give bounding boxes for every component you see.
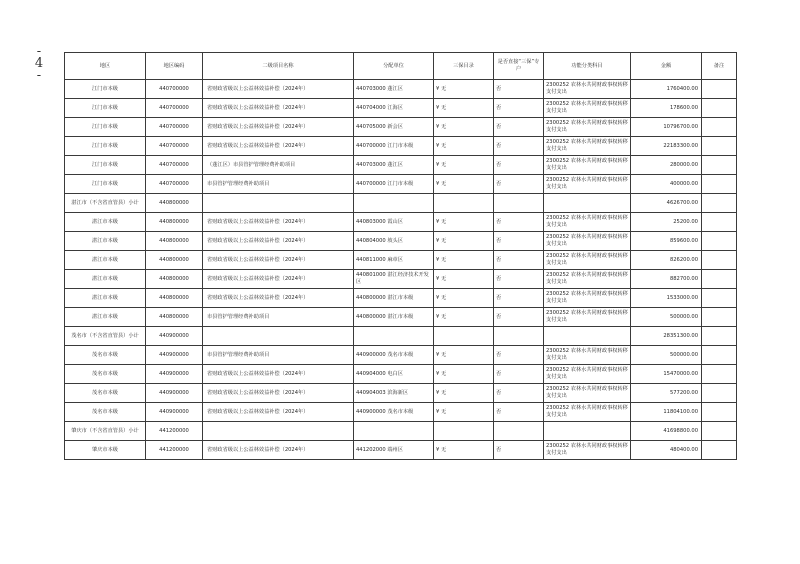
cell-region: 湛江市本级 bbox=[65, 308, 146, 327]
cell-code: 440700000 bbox=[146, 118, 203, 137]
cell-note bbox=[702, 118, 737, 137]
cell-func: 2300252 农林水共同财政事权转移支付支出 bbox=[544, 118, 631, 137]
cell-region: 湛江市（不含省直管县）小计 bbox=[65, 194, 146, 213]
cell-code: 440800000 bbox=[146, 232, 203, 251]
cell-three: ¥ 无 bbox=[434, 99, 494, 118]
cell-direct bbox=[494, 194, 544, 213]
cell-direct: 否 bbox=[494, 270, 544, 289]
cell-direct: 否 bbox=[494, 308, 544, 327]
table-row bbox=[65, 99, 737, 118]
cell-alloc: 440704000 江海区 bbox=[354, 99, 434, 118]
table-row bbox=[65, 194, 737, 213]
table-row bbox=[65, 137, 737, 156]
cell-code: 440800000 bbox=[146, 289, 203, 308]
cell-project: 市县管护管理经费补助项目 bbox=[203, 308, 354, 327]
cell-code: 440900000 bbox=[146, 327, 203, 346]
cell-amount: 10796700.00 bbox=[631, 118, 702, 137]
cell-alloc: 440703000 蓬江区 bbox=[354, 80, 434, 99]
cell-region: 江门市本级 bbox=[65, 80, 146, 99]
header-func: 功能分类科目 bbox=[544, 53, 631, 80]
page-number: - 4 - bbox=[34, 44, 44, 83]
cell-code: 440700000 bbox=[146, 156, 203, 175]
cell-region: 江门市本级 bbox=[65, 175, 146, 194]
table-row bbox=[65, 289, 737, 308]
cell-region: 湛江市本级 bbox=[65, 251, 146, 270]
cell-amount: 480400.00 bbox=[631, 441, 702, 460]
cell-three: ¥ 无 bbox=[434, 365, 494, 384]
cell-region: 江门市本级 bbox=[65, 156, 146, 175]
cell-region: 江门市本级 bbox=[65, 137, 146, 156]
cell-project: 省财政省级以上公益林效益补偿（2024年） bbox=[203, 365, 354, 384]
cell-amount: 859600.00 bbox=[631, 232, 702, 251]
cell-direct: 否 bbox=[494, 441, 544, 460]
cell-func: 2300252 农林水共同财政事权转移支付支出 bbox=[544, 346, 631, 365]
cell-direct: 否 bbox=[494, 346, 544, 365]
cell-region: 茂名市本级 bbox=[65, 346, 146, 365]
cell-alloc: 440804000 坡头区 bbox=[354, 232, 434, 251]
cell-three: ¥ 无 bbox=[434, 308, 494, 327]
cell-code: 440800000 bbox=[146, 308, 203, 327]
cell-alloc: 440703000 蓬江区 bbox=[354, 156, 434, 175]
cell-code: 440900000 bbox=[146, 346, 203, 365]
cell-project: 省财政省级以上公益林效益补偿（2024年） bbox=[203, 384, 354, 403]
cell-region: 茂名市本级 bbox=[65, 403, 146, 422]
cell-code: 441200000 bbox=[146, 441, 203, 460]
cell-three: ¥ 无 bbox=[434, 270, 494, 289]
cell-code: 440700000 bbox=[146, 175, 203, 194]
cell-func: 2300252 农林水共同财政事权转移支付支出 bbox=[544, 365, 631, 384]
cell-project: 省财政省级以上公益林效益补偿（2024年） bbox=[203, 80, 354, 99]
header-code: 地区编码 bbox=[146, 53, 203, 80]
cell-alloc: 440904000 电白区 bbox=[354, 365, 434, 384]
cell-project bbox=[203, 194, 354, 213]
header-project: 二级项目名称 bbox=[203, 53, 354, 80]
table-row bbox=[65, 270, 737, 289]
cell-func bbox=[544, 422, 631, 441]
cell-direct: 否 bbox=[494, 175, 544, 194]
cell-note bbox=[702, 232, 737, 251]
table-row bbox=[65, 346, 737, 365]
table-row bbox=[65, 232, 737, 251]
cell-func: 2300252 农林水共同财政事权转移支付支出 bbox=[544, 156, 631, 175]
cell-project: 省财政省级以上公益林效益补偿（2024年） bbox=[203, 232, 354, 251]
cell-three bbox=[434, 422, 494, 441]
cell-project: 省财政省级以上公益林效益补偿（2024年） bbox=[203, 99, 354, 118]
cell-direct: 否 bbox=[494, 118, 544, 137]
cell-code: 440900000 bbox=[146, 403, 203, 422]
cell-region: 湛江市本级 bbox=[65, 213, 146, 232]
cell-region: 肇庆市（不含省直管县）小计 bbox=[65, 422, 146, 441]
table-row bbox=[65, 80, 737, 99]
cell-region: 茂名市本级 bbox=[65, 384, 146, 403]
cell-direct: 否 bbox=[494, 232, 544, 251]
cell-amount: 400000.00 bbox=[631, 175, 702, 194]
cell-amount: 22183300.00 bbox=[631, 137, 702, 156]
cell-project: 省财政省级以上公益林效益补偿（2024年） bbox=[203, 137, 354, 156]
cell-note bbox=[702, 346, 737, 365]
cell-alloc: 440705000 新会区 bbox=[354, 118, 434, 137]
cell-func: 2300252 农林水共同财政事权转移支付支出 bbox=[544, 441, 631, 460]
cell-amount: 882700.00 bbox=[631, 270, 702, 289]
cell-alloc: 441202000 端州区 bbox=[354, 441, 434, 460]
cell-alloc bbox=[354, 327, 434, 346]
cell-func: 2300252 农林水共同财政事权转移支付支出 bbox=[544, 99, 631, 118]
cell-region: 茂名市本级 bbox=[65, 365, 146, 384]
cell-func: 2300252 农林水共同财政事权转移支付支出 bbox=[544, 232, 631, 251]
cell-func: 2300252 农林水共同财政事权转移支付支出 bbox=[544, 289, 631, 308]
cell-project: 省财政省级以上公益林效益补偿（2024年） bbox=[203, 403, 354, 422]
table-row bbox=[65, 422, 737, 441]
cell-three: ¥ 无 bbox=[434, 289, 494, 308]
cell-amount: 11804100.00 bbox=[631, 403, 702, 422]
cell-three: ¥ 无 bbox=[434, 346, 494, 365]
cell-project: 省财政省级以上公益林效益补偿（2024年） bbox=[203, 251, 354, 270]
cell-project: 市县管护管理经费补助项目 bbox=[203, 175, 354, 194]
cell-code: 440800000 bbox=[146, 213, 203, 232]
cell-note bbox=[702, 99, 737, 118]
cell-code: 440700000 bbox=[146, 99, 203, 118]
cell-func bbox=[544, 194, 631, 213]
cell-alloc: 440900000 茂名市本级 bbox=[354, 403, 434, 422]
cell-func: 2300252 农林水共同财政事权转移支付支出 bbox=[544, 384, 631, 403]
cell-func bbox=[544, 327, 631, 346]
cell-amount: 280000.00 bbox=[631, 156, 702, 175]
cell-direct: 否 bbox=[494, 99, 544, 118]
cell-code: 440800000 bbox=[146, 194, 203, 213]
cell-project: （蓬江区）市县管护管理经费补助项目 bbox=[203, 156, 354, 175]
table-row bbox=[65, 213, 737, 232]
header-three: 三保目录 bbox=[434, 53, 494, 80]
table-row bbox=[65, 156, 737, 175]
table-row bbox=[65, 403, 737, 422]
cell-alloc bbox=[354, 422, 434, 441]
cell-amount: 500000.00 bbox=[631, 346, 702, 365]
cell-note bbox=[702, 441, 737, 460]
cell-three: ¥ 无 bbox=[434, 175, 494, 194]
table-row bbox=[65, 251, 737, 270]
cell-alloc: 440700000 江门市本级 bbox=[354, 137, 434, 156]
cell-note bbox=[702, 80, 737, 99]
cell-direct: 否 bbox=[494, 251, 544, 270]
cell-direct: 否 bbox=[494, 213, 544, 232]
header-region: 地区 bbox=[65, 53, 146, 80]
cell-project: 省财政省级以上公益林效益补偿（2024年） bbox=[203, 441, 354, 460]
cell-direct: 否 bbox=[494, 289, 544, 308]
cell-project: 省财政省级以上公益林效益补偿（2024年） bbox=[203, 289, 354, 308]
cell-region: 肇庆市本级 bbox=[65, 441, 146, 460]
cell-direct bbox=[494, 422, 544, 441]
cell-three bbox=[434, 194, 494, 213]
header-note: 备注 bbox=[702, 53, 737, 80]
cell-amount: 826200.00 bbox=[631, 251, 702, 270]
cell-alloc: 440904003 滨海新区 bbox=[354, 384, 434, 403]
header-direct: 是否直接“三保”专户 bbox=[494, 53, 544, 80]
cell-amount: 178600.00 bbox=[631, 99, 702, 118]
table-row bbox=[65, 327, 737, 346]
header-alloc: 分配单位 bbox=[354, 53, 434, 80]
cell-note bbox=[702, 365, 737, 384]
table-row bbox=[65, 441, 737, 460]
cell-direct: 否 bbox=[494, 403, 544, 422]
cell-region: 江门市本级 bbox=[65, 118, 146, 137]
cell-func: 2300252 农林水共同财政事权转移支付支出 bbox=[544, 80, 631, 99]
cell-direct: 否 bbox=[494, 80, 544, 99]
cell-region: 江门市本级 bbox=[65, 99, 146, 118]
header-amount: 金额 bbox=[631, 53, 702, 80]
cell-three: ¥ 无 bbox=[434, 441, 494, 460]
cell-region: 茂名市（不含省直管县）小计 bbox=[65, 327, 146, 346]
cell-amount: 1533000.00 bbox=[631, 289, 702, 308]
cell-region: 湛江市本级 bbox=[65, 270, 146, 289]
cell-note bbox=[702, 137, 737, 156]
cell-three: ¥ 无 bbox=[434, 232, 494, 251]
cell-note bbox=[702, 251, 737, 270]
cell-alloc: 440800000 湛江市本级 bbox=[354, 289, 434, 308]
cell-alloc: 440800000 湛江市本级 bbox=[354, 308, 434, 327]
cell-amount: 41698800.00 bbox=[631, 422, 702, 441]
cell-note bbox=[702, 289, 737, 308]
cell-code: 440900000 bbox=[146, 365, 203, 384]
cell-code: 440700000 bbox=[146, 137, 203, 156]
table-row bbox=[65, 308, 737, 327]
cell-three: ¥ 无 bbox=[434, 156, 494, 175]
cell-func: 2300252 农林水共同财政事权转移支付支出 bbox=[544, 137, 631, 156]
cell-direct: 否 bbox=[494, 384, 544, 403]
cell-project: 省财政省级以上公益林效益补偿（2024年） bbox=[203, 118, 354, 137]
cell-func: 2300252 农林水共同财政事权转移支付支出 bbox=[544, 270, 631, 289]
cell-note bbox=[702, 213, 737, 232]
cell-three bbox=[434, 327, 494, 346]
cell-alloc: 440900000 茂名市本级 bbox=[354, 346, 434, 365]
cell-note bbox=[702, 327, 737, 346]
cell-direct bbox=[494, 327, 544, 346]
cell-region: 湛江市本级 bbox=[65, 289, 146, 308]
cell-func: 2300252 农林水共同财政事权转移支付支出 bbox=[544, 403, 631, 422]
table-row bbox=[65, 365, 737, 384]
cell-func: 2300252 农林水共同财政事权转移支付支出 bbox=[544, 175, 631, 194]
cell-alloc: 440811000 麻章区 bbox=[354, 251, 434, 270]
cell-three: ¥ 无 bbox=[434, 251, 494, 270]
cell-three: ¥ 无 bbox=[434, 384, 494, 403]
allocation-table bbox=[64, 52, 737, 460]
cell-code: 441200000 bbox=[146, 422, 203, 441]
cell-code: 440800000 bbox=[146, 270, 203, 289]
table-row bbox=[65, 384, 737, 403]
table-row bbox=[65, 175, 737, 194]
cell-project bbox=[203, 327, 354, 346]
cell-three: ¥ 无 bbox=[434, 137, 494, 156]
cell-three: ¥ 无 bbox=[434, 118, 494, 137]
cell-region: 湛江市本级 bbox=[65, 232, 146, 251]
cell-amount: 577200.00 bbox=[631, 384, 702, 403]
cell-note bbox=[702, 422, 737, 441]
cell-code: 440700000 bbox=[146, 80, 203, 99]
cell-alloc: 440700000 江门市本级 bbox=[354, 175, 434, 194]
cell-code: 440900000 bbox=[146, 384, 203, 403]
cell-direct: 否 bbox=[494, 137, 544, 156]
cell-note bbox=[702, 194, 737, 213]
cell-note bbox=[702, 308, 737, 327]
cell-project bbox=[203, 422, 354, 441]
cell-amount: 500000.00 bbox=[631, 308, 702, 327]
cell-direct: 否 bbox=[494, 365, 544, 384]
cell-amount: 1760400.00 bbox=[631, 80, 702, 99]
cell-amount: 4626700.00 bbox=[631, 194, 702, 213]
cell-amount: 28351300.00 bbox=[631, 327, 702, 346]
cell-project: 省财政省级以上公益林效益补偿（2024年） bbox=[203, 213, 354, 232]
cell-code: 440800000 bbox=[146, 251, 203, 270]
cell-func: 2300252 农林水共同财政事权转移支付支出 bbox=[544, 251, 631, 270]
cell-amount: 25200.00 bbox=[631, 213, 702, 232]
cell-note bbox=[702, 384, 737, 403]
cell-project: 市县管护管理经费补助项目 bbox=[203, 346, 354, 365]
cell-three: ¥ 无 bbox=[434, 213, 494, 232]
cell-three: ¥ 无 bbox=[434, 403, 494, 422]
cell-note bbox=[702, 403, 737, 422]
cell-project: 省财政省级以上公益林效益补偿（2024年） bbox=[203, 270, 354, 289]
cell-three: ¥ 无 bbox=[434, 80, 494, 99]
table-header-row bbox=[65, 53, 737, 80]
cell-note bbox=[702, 156, 737, 175]
cell-amount: 15470000.00 bbox=[631, 365, 702, 384]
cell-direct: 否 bbox=[494, 156, 544, 175]
cell-func: 2300252 农林水共同财政事权转移支付支出 bbox=[544, 308, 631, 327]
table-row bbox=[65, 118, 737, 137]
cell-note bbox=[702, 175, 737, 194]
cell-alloc: 440803000 霞山区 bbox=[354, 213, 434, 232]
cell-alloc bbox=[354, 194, 434, 213]
cell-alloc: 440801000 湛江经济技术开发区 bbox=[354, 270, 434, 289]
cell-note bbox=[702, 270, 737, 289]
cell-func: 2300252 农林水共同财政事权转移支付支出 bbox=[544, 213, 631, 232]
